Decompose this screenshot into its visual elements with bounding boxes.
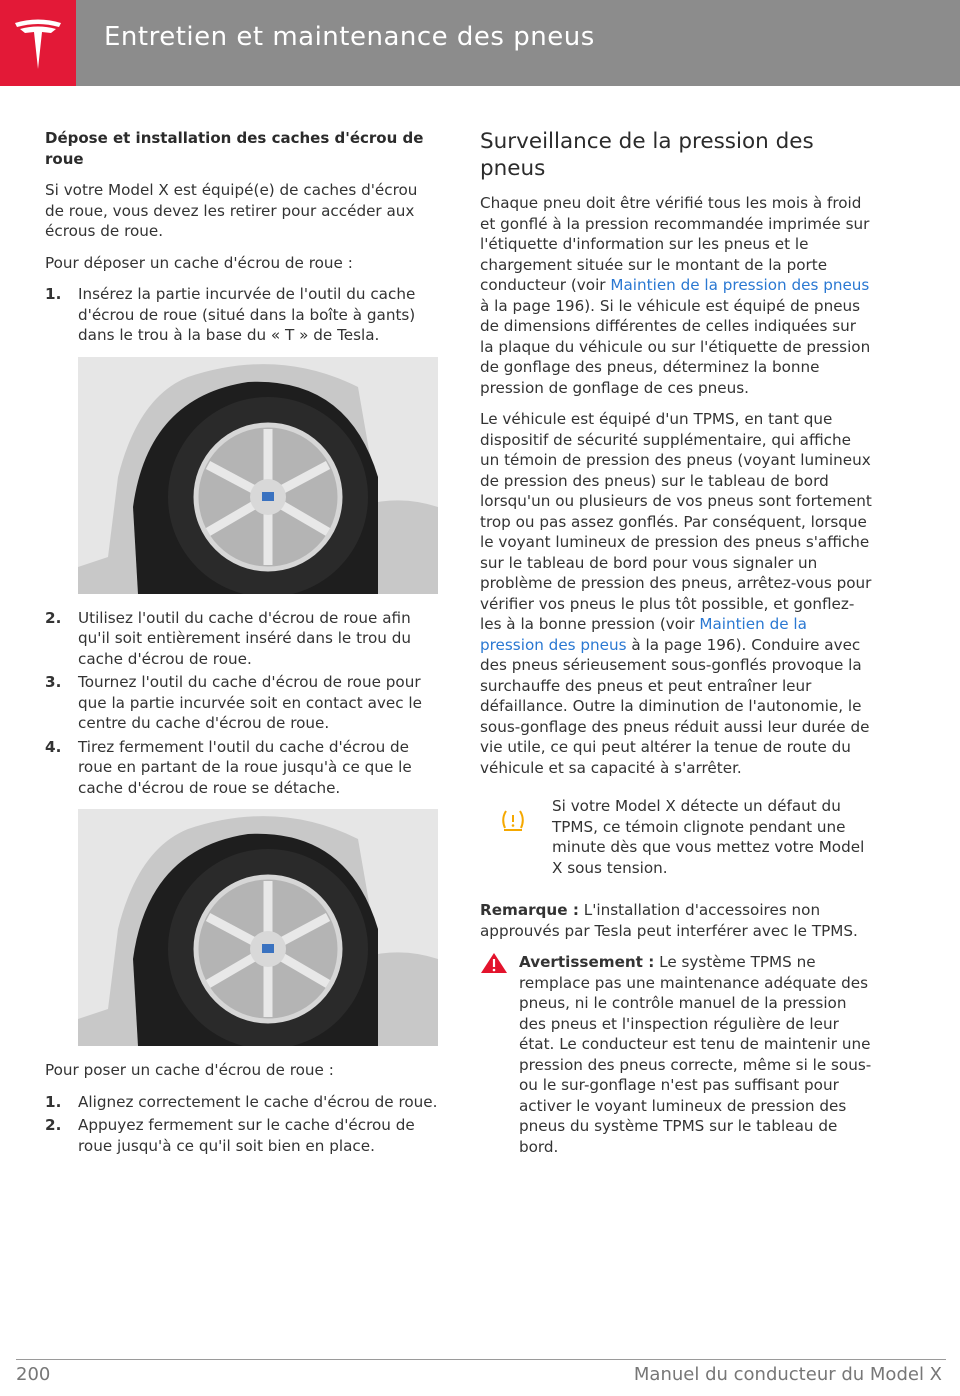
remove-steps-a: [45, 284, 440, 346]
left-column: [45, 128, 440, 1167]
link-maintien-pression[interactable]: Maintien de la pression des pneus: [610, 276, 870, 294]
step-item: [45, 1092, 440, 1113]
step-item: [45, 672, 440, 734]
page-number: 200: [16, 1364, 51, 1385]
step-number: 4.: [45, 737, 62, 756]
wheel-illustration: [78, 809, 438, 1046]
paragraph-1: [480, 193, 872, 398]
warning-label: Avertissement :: [519, 953, 655, 971]
warning-triangle-icon: [480, 952, 508, 974]
step-item: [45, 737, 440, 799]
tesla-logo: [0, 0, 76, 86]
wheel-photo-1: [78, 357, 438, 594]
install-lead: Pour poser un cache d'écrou de roue :: [45, 1061, 334, 1079]
install-steps: [45, 1092, 440, 1157]
remark-text: L'installation d'accessoires non approuvés par Tesla peut interférer avec le TPMS.: [480, 901, 858, 940]
footer-divider: [16, 1359, 946, 1360]
step-text: Tirez fermement l'outil du cache d'écrou de roue en partant de la roue jusqu'à ce que le cache d'écrou de roue se détache.: [78, 737, 412, 797]
step-text: Tournez l'outil du cache d'écrou de roue pour que la partie incurvée soit en contact avec le centre du cache d'écrou de roue.: [78, 673, 422, 732]
subsection-heading: Dépose et installation des caches d'écrou de roue: [45, 129, 424, 168]
step-text: Utilisez l'outil du cache d'écrou de roue afin qu'il soit entièrement inséré dans le trou du cache d'écrou de roue.: [78, 608, 411, 668]
step-number: 1.: [45, 1092, 62, 1111]
note-text: Si votre Model X détecte un défaut du TPMS, ce témoin clignote pendant une minute dès que vous mettez votre Model X sous tension.: [552, 797, 865, 877]
wheel-illustration: [78, 357, 438, 594]
link-maintien-pression[interactable]: Maintien de la pression des pneus: [480, 615, 807, 654]
step-number: 2.: [45, 608, 62, 627]
step-text: Appuyez fermement sur le cache d'écrou de roue jusqu'à ce qu'il soit bien en place.: [78, 1116, 415, 1155]
remove-lead: Pour déposer un cache d'écrou de roue :: [45, 253, 353, 272]
step-number: 2.: [45, 1116, 62, 1134]
right-column: [480, 128, 872, 1168]
tpms-note: [480, 796, 872, 878]
section-heading: Surveillance de la pression des pneus: [480, 129, 814, 181]
remark: [480, 900, 872, 941]
text-run: à la page 196). Si le véhicule est équipé de pneus de dimensions différentes de celles indiquées sur la plaque du véhicule ou sur l'étiquette de pression de gonflage des pneus, déterminez la bonne pression de gonflage de ces pneus.: [480, 296, 871, 397]
text-run: Le véhicule est équipé d'un TPMS, en tant que dispositif de sécurité supplémentaire, qui affiche un témoin de pression des pneus (voyant lumineux de pression des pneus) sur le tableau de bord lorsqu'un ou plusieurs de vos pneus sont fortement trop ou pas assez gonflés. Par conséquent, lorsque le voyant lumineux de pression des pneus s'affiche sur le tableau de bord pour vous signaler un problème de pression des pneus, arrêtez-vous pour vérifier vos pneus le plus tôt possible, et gonflez-les à la bonne pression (voir: [480, 410, 872, 633]
remark-label: Remarque :: [480, 901, 579, 919]
section-title: Entretien et maintenance des pneus: [104, 22, 595, 52]
step-item: [45, 284, 440, 346]
remove-steps-b: [45, 608, 440, 799]
step-number: 1.: [45, 285, 62, 303]
text-run: Chaque pneu doit être vérifié tous les mois à froid et gonflé à la pression recommandée imprimée sur l'étiquette d'information sur les pneus et le chargement située sur le montant de la porte conducteur (voir: [480, 194, 870, 294]
intro-paragraph: Si votre Model X est équipé(e) de caches d'écrou de roue, vous devez les retirer pour accéder aux écrous de roue.: [45, 181, 418, 240]
tesla-logo-icon: [13, 17, 63, 71]
warning-text: Le système TPMS ne remplace pas une maintenance adéquate des pneus, ni le contrôle manuel de la pression des pneus et l'inspection régulière de leur état. Le conducteur est tenu de maintenir une pression des pneus correcte, même si le sous- ou le sur-gonflage n'est pas suffisant pour activer le voyant lumineux de pression des pneus du système TPMS sur le tableau de bord.: [519, 953, 872, 1156]
tpms-warning-icon: [500, 810, 526, 832]
paragraph-2: [480, 409, 872, 778]
step-text: Insérez la partie incurvée de l'outil du cache d'écrou de roue (situé dans la boîte à gants) dans le trou à la base du « T » de Tesla.: [78, 285, 416, 344]
wheel-photo-2: [78, 809, 438, 1046]
page-header: [0, 0, 960, 86]
step-item: [45, 608, 440, 670]
warning-box: [480, 952, 872, 1157]
step-text: Alignez correctement le cache d'écrou de roue.: [78, 1092, 438, 1111]
step-item: [45, 1115, 440, 1156]
manual-title: Manuel du conducteur du Model X: [633, 1364, 942, 1385]
step-number: 3.: [45, 673, 62, 691]
text-run: à la page 196). Conduire avec des pneus sérieusement sous-gonflés provoque la surchauffe des pneus et peut entraîner leur défaillance. Outre la diminution de l'autonomie, le sous-gonflage des pneus réduit aussi leur durée de vie utile, ce qui peut altérer la tenue de route du véhicule et sa capacité à s'arrêter.: [480, 635, 870, 777]
